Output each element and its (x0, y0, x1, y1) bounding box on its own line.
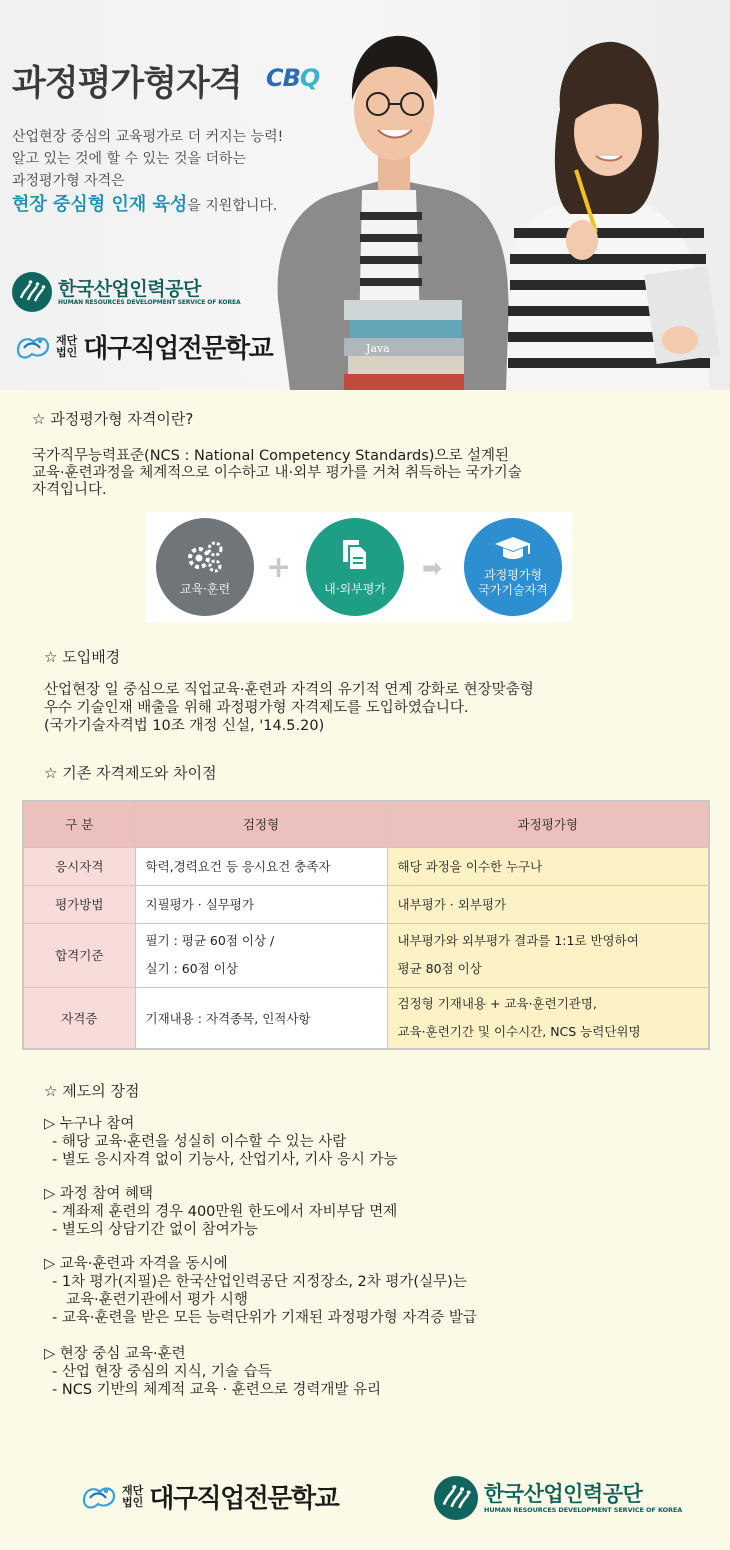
banner-title: 과정평가형자격 (12, 64, 242, 104)
school-logo (14, 328, 272, 365)
section-about-title: ☆ 과정평가형 자격이란? (32, 410, 194, 428)
row-label-certificate: 자격증 (23, 987, 135, 1049)
about-line-3: 자격입니다. (32, 482, 107, 498)
flow-step-training-label: 교육·훈련 (179, 582, 231, 596)
document-icon (341, 538, 369, 572)
flow-step-qualification (464, 518, 562, 616)
row-label-method: 평가방법 (23, 885, 135, 923)
merit-4-head: ▷ 현장 중심 교육·훈련 (44, 1346, 186, 1362)
hrd-name-en: HUMAN RESOURCES DEVELOPMENT SERVICE OF KOREA (484, 1506, 683, 1514)
background-line-1: 산업현장 일 중심으로 직업교육·훈련과 자격의 유기적 연계 강화로 현장맞춤형 (44, 682, 534, 698)
section-merits-title: ☆ 제도의 장점 (44, 1082, 140, 1100)
tagline-highlight: 현장 중심형 인재 육성 (12, 194, 188, 215)
school-emblem-icon (14, 332, 52, 362)
merit-1-head: ▷ 누구나 참여 (44, 1116, 135, 1132)
tagline-line-3: 과정평가형 자격은 (12, 173, 125, 189)
tagline-line-2: 알고 있는 것에 할 수 있는 것을 더하는 (12, 151, 247, 167)
footer-hrd-logo (434, 1476, 682, 1520)
arrow-right-icon: ➡ (422, 554, 443, 582)
school-emblem-icon (80, 1482, 118, 1512)
school-prefix-2: 법인 (56, 345, 78, 359)
merit-3-item-2: 교육·훈련기관에서 평가 시행 (66, 1292, 248, 1308)
background-line-3: (국가기술자격법 10조 개정 신설, '14.5.20) (44, 718, 325, 734)
section-diff-title: ☆ 기존 자격제도와 차이점 (44, 764, 217, 782)
table-header-course-type: 과정평가형 (387, 801, 709, 847)
cell-course-pass-criteria (387, 923, 709, 987)
hrd-name-en: HUMAN RESOURCES DEVELOPMENT SERVICE OF KOREA (58, 298, 241, 306)
table-header-exam-type: 검정형 (135, 801, 387, 847)
merit-2-item-2: - 별도의 상담기간 없이 참여가능 (52, 1222, 258, 1238)
flow-step-qualification-line-2: 국가기술자격 (478, 583, 548, 597)
flow-step-evaluation-label: 내·외부평가 (324, 582, 386, 596)
cell-line: 검정형 기재내용 + 교육·훈련기관명, (397, 995, 597, 1011)
students-illustration (270, 0, 730, 390)
table-row (23, 987, 709, 1049)
school-prefix (56, 335, 77, 359)
about-line-1: 국가직무능력표준(NCS : National Competency Standards)으로 설계된 (32, 448, 510, 464)
table-row (23, 885, 709, 923)
cell-exam-method: 지필평가 · 실무평가 (135, 885, 387, 923)
graduation-cap-icon (493, 534, 533, 564)
flow-step-evaluation (306, 518, 404, 616)
cell-course-certificate (387, 987, 709, 1049)
hrd-emblem-icon (434, 1476, 478, 1520)
merit-1-item-2: - 별도 응시자격 없이 기능사, 산업기사, 기사 응시 가능 (52, 1152, 398, 1168)
tagline-line-4 (12, 190, 277, 216)
cell-line: 실기 : 60점 이상 (145, 961, 238, 976)
cell-course-method: 내부평가 · 외부평가 (387, 885, 709, 923)
plus-icon: + (266, 550, 292, 585)
merit-2-head: ▷ 과정 참여 혜택 (44, 1186, 154, 1202)
table-row (23, 923, 709, 987)
cbq-logo-cb: CB (266, 64, 300, 92)
table-header-row (23, 801, 709, 847)
table-row (23, 847, 709, 885)
cbq-logo-q: Q (299, 64, 320, 92)
school-prefix (122, 1485, 143, 1509)
school-name: 대구직업전문학교 (149, 1484, 339, 1514)
hrd-logo (12, 272, 241, 312)
merit-2-item-1: - 계좌제 훈련의 경우 400만원 한도에서 자비부담 면제 (52, 1204, 398, 1220)
hrd-name-ko: 한국산업인력공단 (58, 277, 201, 300)
process-flow-diagram (146, 512, 572, 622)
cell-course-eligibility: 해당 과정을 이수한 누구나 (387, 847, 709, 885)
gears-icon (185, 540, 225, 574)
table-header-category: 구 분 (23, 801, 135, 847)
section-background-title: ☆ 도입배경 (44, 648, 121, 666)
row-label-pass-criteria: 합격기준 (23, 923, 135, 987)
cell-exam-pass-criteria (135, 923, 387, 987)
school-prefix-2: 법인 (122, 1495, 144, 1509)
tagline-rest: 을 지원합니다. (187, 198, 278, 214)
school-prefix-1: 재단 (56, 333, 78, 347)
tagline-line-1: 산업현장 중심의 교육평가로 더 커지는 능력! (12, 129, 284, 145)
merit-3-item-1: - 1차 평가(지필)은 한국산업인력공단 지정장소, 2차 평가(실무)는 (52, 1274, 467, 1290)
school-prefix-1: 재단 (122, 1483, 144, 1497)
merit-3-item-3: - 교육·훈련을 받은 모든 능력단위가 기재된 과정평가형 자격증 발급 (52, 1310, 477, 1326)
hrd-emblem-icon (12, 272, 52, 312)
comparison-table (22, 800, 710, 1050)
cell-line: 필기 : 평균 60점 이상 / (145, 933, 275, 948)
java-book-label: Java (366, 342, 390, 355)
merit-1-item-1: - 해당 교육·훈련을 성실히 이수할 수 있는 사람 (52, 1134, 347, 1150)
school-name: 대구직업전문학교 (83, 334, 273, 364)
cell-line: 내부평가와 외부평가 결과를 1:1로 반영하여 (397, 933, 639, 948)
footer-school-logo (80, 1478, 338, 1515)
hero-banner (0, 0, 730, 390)
cell-line: 교육·훈련기간 및 이수시간, NCS 능력단위명 (397, 1023, 641, 1039)
merit-4-item-2: - NCS 기반의 체계적 교육 · 훈련으로 경력개발 유리 (52, 1382, 382, 1398)
background-line-2: 우수 기술인재 배출을 위해 과정평가형 자격제도를 도입하였습니다. (44, 700, 469, 716)
flow-step-training (156, 518, 254, 616)
about-line-2: 교육·훈련과정을 체계적으로 이수하고 내·외부 평가를 거쳐 취득하는 국가기술 (32, 465, 522, 481)
merit-3-head: ▷ 교육·훈련과 자격을 동시에 (44, 1256, 228, 1272)
row-label-eligibility: 응시자격 (23, 847, 135, 885)
cell-exam-eligibility: 학력,경력요건 등 응시요건 충족자 (135, 847, 387, 885)
flow-step-qualification-line-1: 과정평가형 (484, 568, 542, 582)
merit-4-item-1: - 산업 현장 중심의 지식, 기술 습득 (52, 1364, 272, 1380)
hrd-name-ko: 한국산업인력공단 (484, 1482, 643, 1506)
cell-exam-certificate: 기재내용 : 자격종목, 인적사항 (135, 987, 387, 1049)
cell-line: 평균 80점 이상 (397, 961, 482, 976)
